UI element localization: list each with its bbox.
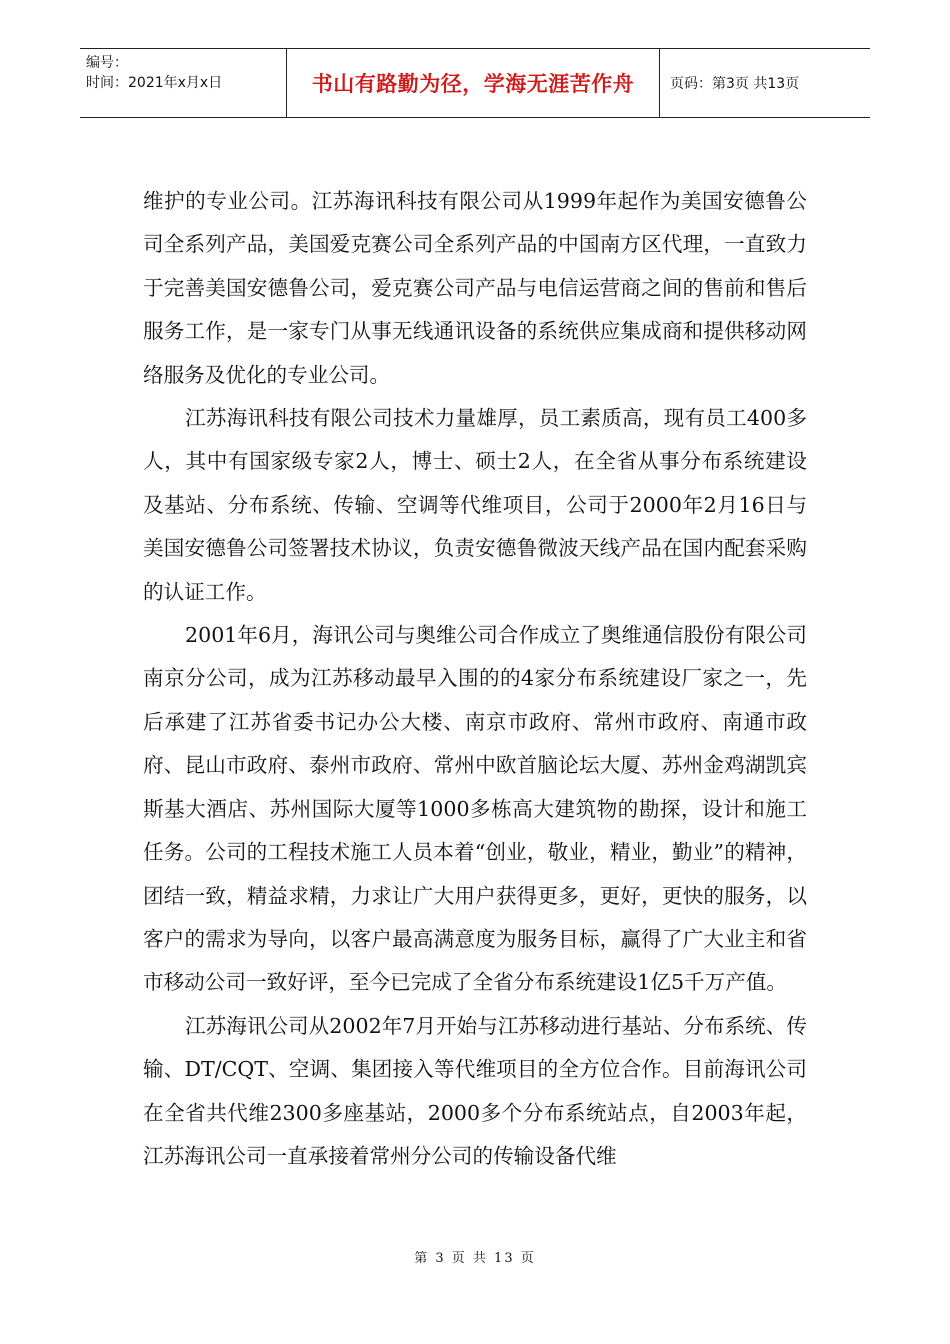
page-footer: 第 3 页 共 13 页 xyxy=(414,1251,536,1266)
header-meta xyxy=(80,49,286,117)
document-time-label: 时间：2021年x月x日 xyxy=(86,75,223,91)
header-page-info: 页码：第3页 共13页 xyxy=(670,76,800,92)
paragraph-2: 江苏海讯科技有限公司技术力量雄厚，员工素质高，现有员工400多人，其中有国家级专家2人，博士、硕士2人，在全省从事分布系统建设及基站、分布系统、传输、空调等代维项目，公司于2000年2月16日与美国安德鲁公司签署技术协议，负责安德鲁微波天线产品在国内配套采购的认证工作。 xyxy=(143,406,807,604)
header-motto: 书山有路勤为径，学海无涯苦作舟 xyxy=(286,49,660,117)
paragraph-1: 维护的专业公司。江苏海讯科技有限公司从1999年起作为美国安德鲁公司全系列产品，美国爱克赛公司全系列产品的中国南方区代理，一直致力于完善美国安德鲁公司，爱克赛公司产品与电信运营商之间的售前和售后服务工作，是一家专门从事无线通讯设备的系统供应集成商和提供移动网络服务及优化的专业公司。 xyxy=(143,189,807,387)
paragraph-3: 2001年6月，海讯公司与奥维公司合作成立了奥维通信股份有限公司南京分公司，成为江苏移动最早入围的的4家分布系统建设厂家之一，先后承建了江苏省委书记办公大楼、南京市政府、常州市政府、南通市政府、昆山市政府、泰州市政府、常州中欧首脑论坛大厦、苏州金鸡湖凯宾斯基大酒店、苏州国际大厦等1000多栋高大建筑物的勘探，设计和施工任务。公司的工程技术施工人员本着“创业，敬业，精业，勤业”的精神，团结一致，精益求精，力求让广大用户获得更多，更好，更快的服务，以客户的需求为导向，以客户最高满意度为服务目标，赢得了广大业主和省市移动公司一致好评，至今已完成了全省分布系统建设1亿5千万产值。 xyxy=(143,623,807,995)
document-number-label: 编号： xyxy=(86,55,128,71)
page-header xyxy=(80,48,870,118)
document-body xyxy=(143,180,807,1178)
paragraph-4: 江苏海讯公司从2002年7月开始与江苏移动进行基站、分布系统、传输、DT/CQT、空调、集团接入等代维项目的全方位合作。目前海讯公司在全省共代维2300多座基站，2000多个分布系统站点，自2003年起，江苏海讯公司一直承接着常州分公司的传输设备代维 xyxy=(143,1013,807,1168)
